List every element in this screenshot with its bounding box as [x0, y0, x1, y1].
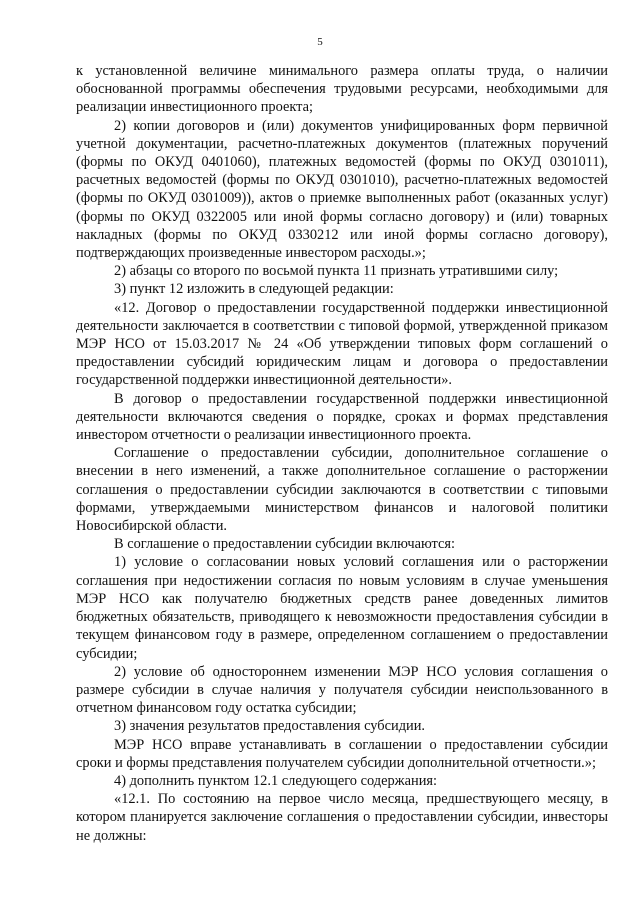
- page-number: 5: [317, 36, 323, 48]
- paragraph: «12. Договор о предоставлении государственной поддержки инвестиционной деятельности заключается в соответствии с типовой формой, утвержденной приказом МЭР НСО от 15.03.2017 № 24 «Об утверждении типовых форм соглашений о предоставлении субсидий юридическим лицам и договора о предоставлении государственной поддержки инвестиционной деятельности».: [76, 299, 608, 389]
- paragraph: 2) условие об одностороннем изменении МЭР НСО условия соглашения о размере субсидии в случае наличия у получателя субсидии неиспользованного в отчетном финансовом году остатка субсидии;: [76, 663, 608, 717]
- paragraph: 4) дополнить пунктом 12.1 следующего содержания:: [114, 772, 438, 789]
- paragraph: 3) значения результатов предоставления субсидии.: [114, 718, 426, 735]
- document-body: [76, 62, 608, 845]
- paragraph: 2) абзацы со второго по восьмой пункта 11 признать утратившими силу;: [114, 263, 559, 280]
- paragraph: В соглашение о предоставлении субсидии включаются:: [114, 536, 456, 553]
- paragraph: Соглашение о предоставлении субсидии, дополнительное соглашение о внесении в него изменений, а также дополнительное соглашение о расторжении соглашения о предоставлении субсидии заключаются в соответствии с типовыми формами, утверждаемыми министерством финансов и налоговой политики Новосибирской области.: [76, 445, 608, 535]
- paragraph: 1) условие о согласовании новых условий соглашения или о расторжении соглашения при недостижении согласия по новым условиям в случае уменьшения МЭР НСО как получателю бюджетных средств ранее доведенных лимитов бюджетных обязательств, приводящего к невозможности предоставления субсидии в текущем финансовом году в размере, определенном соглашением о предоставлении субсидии;: [76, 554, 608, 662]
- paragraph: «12.1. По состоянию на первое число месяца, предшествующего месяцу, в котором планируется заключение соглашения о предоставлении субсидии, инвесторы не должны:: [76, 791, 608, 844]
- paragraph: 2) копии договоров и (или) документов унифицированных форм первичной учетной документации, расчетно-платежных документов (платежных поручений (формы по ОКУД 0401060), платежных ведомостей (формы по ОКУД 0301011), расчетных ведомостей (формы по ОКУД 0301010), расчетно-платежных ведомостей (формы по ОКУД 0301009)), актов о приемке выполненных работ (оказанных услуг) (формы по ОКУД 0322005 или иной формы согласно договору) и (или) товарных накладных (формы по ОКУД 0330212 или иной формы согласно договору), подтверждающих произведенные инвестором расходы.»;: [76, 117, 608, 262]
- paragraph: В договор о предоставлении государственной поддержки инвестиционной деятельности включаются сведения о порядке, сроках и формах представления инвестором отчетности о реализации инвестиционного проекта.: [76, 390, 608, 444]
- paragraph: к установленной величине минимального размера оплаты труда, о наличии обоснованной программы обеспечения трудовыми ресурсами, необходимыми для реализации инвестиционного проекта;: [76, 63, 608, 116]
- paragraph: 3) пункт 12 изложить в следующей редакции:: [114, 281, 394, 298]
- paragraph: МЭР НСО вправе устанавливать в соглашении о предоставлении субсидии сроки и формы представления получателем субсидии дополнительной отчетности.»;: [76, 736, 608, 771]
